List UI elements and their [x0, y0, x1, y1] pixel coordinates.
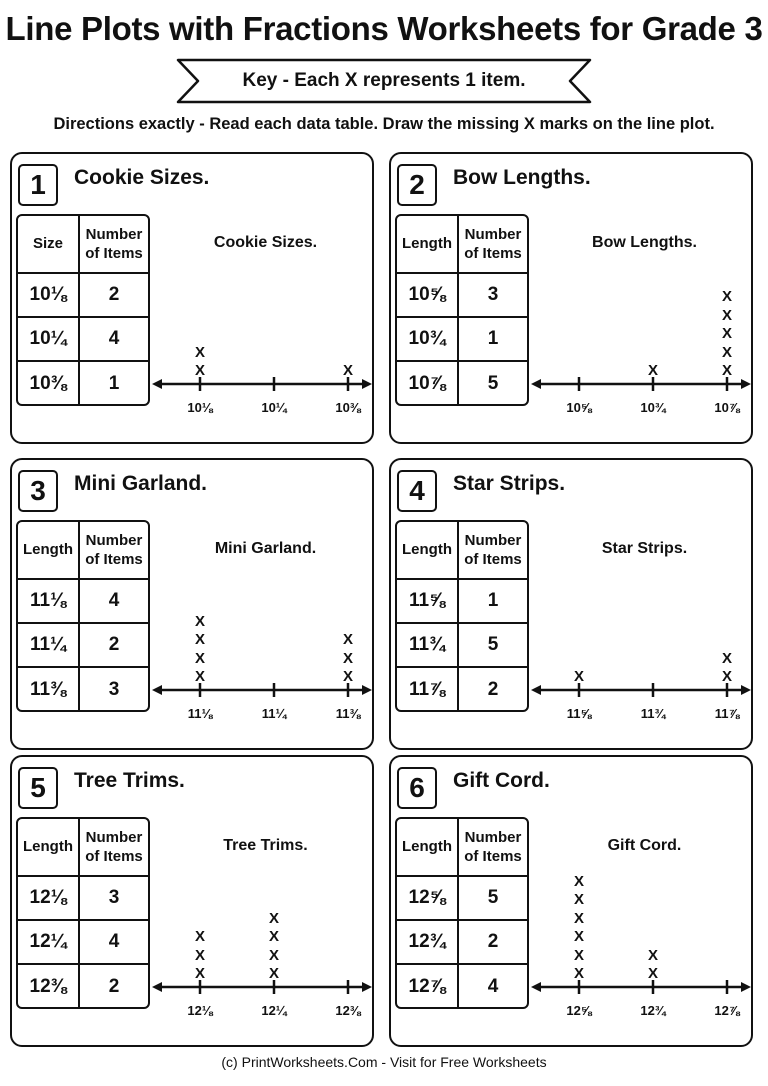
table-header-row	[397, 216, 527, 274]
line-plot-title: Star Strips.	[601, 540, 688, 557]
table-row	[18, 668, 148, 712]
problem-panel	[10, 152, 374, 444]
table-cell-count: 5	[487, 887, 499, 908]
line-plot[interactable]	[529, 867, 753, 1027]
problem-panel	[389, 152, 753, 444]
line-plot-title: Bow Lengths.	[592, 234, 697, 251]
x-mark: X	[268, 965, 279, 982]
x-mark: X	[573, 872, 584, 890]
x-mark: X	[342, 649, 353, 667]
worksheet-title: Line Plots with Fractions Worksheets for Grade 3	[5, 10, 763, 47]
tick-label: 12⅜	[335, 1003, 361, 1018]
problem-panel	[10, 458, 374, 750]
table-row	[18, 921, 148, 965]
table-header-cell: Length	[397, 522, 459, 578]
table-cell-value: 11⅞	[397, 668, 459, 712]
table-cell-count: 5	[487, 373, 499, 394]
table-header-row	[18, 819, 148, 877]
x-mark: X	[721, 343, 732, 361]
tick-label: 10⅛	[187, 400, 213, 415]
table-cell-count: 3	[108, 679, 120, 700]
table-row	[18, 274, 148, 318]
table-header-cell: Number of Items	[464, 531, 522, 568]
table-row	[397, 580, 527, 624]
table-header-cell: Length	[18, 819, 80, 875]
x-mark: X	[268, 928, 279, 945]
tick-label: 11¼	[261, 706, 287, 721]
data-table	[395, 214, 529, 406]
table-cell-count: 4	[108, 931, 120, 952]
table-cell-count: 4	[108, 590, 120, 611]
x-mark: X	[721, 362, 732, 379]
problem-panel	[389, 755, 753, 1047]
table-cell-value: 10⅛	[18, 274, 80, 316]
table-cell-count: 1	[487, 328, 499, 349]
table-cell-count: 3	[487, 284, 499, 305]
x-mark: X	[342, 362, 353, 379]
x-mark: X	[342, 668, 353, 685]
table-header-row	[397, 819, 527, 877]
table-cell-value: 11⅛	[18, 580, 80, 622]
problem-number: 3	[18, 470, 58, 512]
problem-title: Gift Cord.	[453, 769, 550, 792]
problem-title: Mini Garland.	[74, 472, 208, 495]
x-mark: X	[573, 928, 584, 945]
table-cell-value: 11⅝	[397, 580, 459, 622]
table-cell-value: 12⅜	[18, 965, 80, 1009]
table-header-cell: Length	[397, 216, 459, 272]
x-mark: X	[194, 343, 205, 361]
table-row	[397, 318, 527, 362]
line-plot[interactable]	[529, 570, 753, 730]
line-plot[interactable]	[150, 867, 374, 1027]
table-row	[18, 965, 148, 1009]
x-mark: X	[573, 946, 584, 964]
x-mark: X	[721, 668, 732, 685]
tick-label: 10¾	[640, 400, 666, 415]
table-header-row	[18, 522, 148, 580]
x-mark: X	[573, 668, 584, 685]
table-cell-value: 12¼	[18, 921, 80, 963]
table-row	[18, 580, 148, 624]
tick-label: 10¼	[261, 400, 287, 415]
table-cell-count: 2	[108, 976, 120, 997]
problem-number: 2	[397, 164, 437, 206]
tick-label: 12⅞	[714, 1003, 740, 1018]
table-cell-value: 11⅜	[18, 668, 80, 712]
table-header-cell: Number of Items	[464, 225, 522, 262]
tick-label: 10⅜	[335, 400, 361, 415]
table-cell-count: 2	[108, 634, 120, 655]
tick-label: 10⅞	[714, 400, 740, 415]
table-header-cell: Length	[18, 522, 80, 578]
x-mark: X	[342, 631, 353, 648]
x-mark: X	[194, 965, 205, 982]
x-mark: X	[647, 965, 658, 982]
table-header-cell: Length	[397, 819, 459, 875]
table-row	[397, 877, 527, 921]
table-cell-value: 12¾	[397, 921, 459, 963]
table-cell-count: 4	[108, 328, 120, 349]
table-row	[18, 362, 148, 406]
problem-number: 5	[18, 767, 58, 809]
tick-label: 11⅝	[566, 706, 592, 721]
key-text: Key - Each X represents 1 item.	[242, 70, 526, 91]
table-row	[18, 877, 148, 921]
problem-number: 6	[397, 767, 437, 809]
data-table	[16, 214, 150, 406]
table-row	[397, 668, 527, 712]
x-mark: X	[573, 891, 584, 908]
table-cell-value: 12⅞	[397, 965, 459, 1009]
x-mark: X	[194, 928, 205, 945]
x-mark: X	[721, 288, 732, 305]
tick-label: 12⅛	[187, 1003, 213, 1018]
data-table	[16, 817, 150, 1009]
line-plot[interactable]	[150, 264, 374, 424]
line-plot-title: Mini Garland.	[214, 540, 317, 557]
x-mark: X	[573, 909, 584, 927]
tick-label: 12¾	[640, 1003, 666, 1018]
table-header-cell: Number of Items	[85, 531, 143, 568]
table-row	[18, 318, 148, 362]
table-row	[397, 362, 527, 406]
line-plot[interactable]	[529, 264, 753, 424]
table-header-row	[397, 522, 527, 580]
x-mark: X	[194, 649, 205, 667]
x-mark: X	[194, 362, 205, 379]
table-cell-value: 12⅛	[18, 877, 80, 919]
data-table	[395, 817, 529, 1009]
table-header-cell: Number of Items	[464, 828, 522, 865]
line-plot-title: Cookie Sizes.	[213, 234, 318, 251]
tick-label: 10⅝	[566, 400, 592, 415]
directions: Directions exactly - Read each data table. Draw the missing X marks on the line plot.	[53, 115, 715, 133]
data-table	[16, 520, 150, 712]
problem-title: Tree Trims.	[74, 769, 185, 792]
table-cell-value: 10⅝	[397, 274, 459, 316]
table-row	[397, 965, 527, 1009]
tick-label: 11⅛	[187, 706, 213, 721]
table-row	[18, 624, 148, 668]
line-plot[interactable]	[150, 570, 374, 730]
table-row	[397, 624, 527, 668]
tick-label: 12⅝	[566, 1003, 592, 1018]
problem-title: Star Strips.	[453, 472, 566, 495]
table-header-row	[18, 216, 148, 274]
table-cell-count: 1	[108, 373, 120, 394]
table-cell-value: 11¾	[397, 624, 459, 666]
problem-panel	[10, 755, 374, 1047]
table-header-cell: Size	[18, 216, 80, 272]
tick-label: 11⅞	[714, 706, 740, 721]
table-cell-count: 2	[108, 284, 120, 305]
problem-panel	[389, 458, 753, 750]
table-header-cell: Number of Items	[85, 828, 143, 865]
tick-label: 11⅜	[335, 706, 361, 721]
table-cell-count: 4	[487, 976, 499, 997]
table-cell-value: 10¼	[18, 318, 80, 360]
x-mark: X	[721, 325, 732, 342]
x-mark: X	[268, 909, 279, 927]
problem-title: Cookie Sizes.	[74, 166, 210, 189]
x-mark: X	[647, 362, 658, 379]
table-cell-count: 3	[108, 887, 120, 908]
data-table	[395, 520, 529, 712]
problem-number: 4	[397, 470, 437, 512]
line-plot-title: Gift Cord.	[607, 837, 682, 854]
x-mark: X	[721, 649, 732, 667]
table-cell-count: 2	[487, 679, 499, 700]
table-cell-value: 12⅝	[397, 877, 459, 919]
x-mark: X	[194, 668, 205, 685]
table-cell-value: 11¼	[18, 624, 80, 666]
problem-title: Bow Lengths.	[453, 166, 591, 189]
table-cell-count: 1	[487, 590, 499, 611]
footer: (c) PrintWorksheets.Com - Visit for Free Worksheets	[221, 1054, 547, 1070]
table-row	[397, 921, 527, 965]
line-plot-title: Tree Trims.	[223, 837, 308, 854]
x-mark: X	[194, 946, 205, 964]
key-banner	[176, 58, 592, 104]
x-mark: X	[647, 946, 658, 964]
x-mark: X	[573, 965, 584, 982]
table-row	[397, 274, 527, 318]
table-cell-value: 10⅜	[18, 362, 80, 406]
table-cell-count: 2	[487, 931, 499, 952]
table-cell-value: 10¾	[397, 318, 459, 360]
table-cell-value: 10⅞	[397, 362, 459, 406]
tick-label: 11¾	[640, 706, 666, 721]
x-mark: X	[721, 306, 732, 324]
problem-number: 1	[18, 164, 58, 206]
tick-label: 12¼	[261, 1003, 287, 1018]
table-header-cell: Number of Items	[85, 225, 143, 262]
table-cell-count: 5	[487, 634, 499, 655]
x-mark: X	[194, 631, 205, 648]
x-mark: X	[268, 946, 279, 964]
x-mark: X	[194, 612, 205, 630]
